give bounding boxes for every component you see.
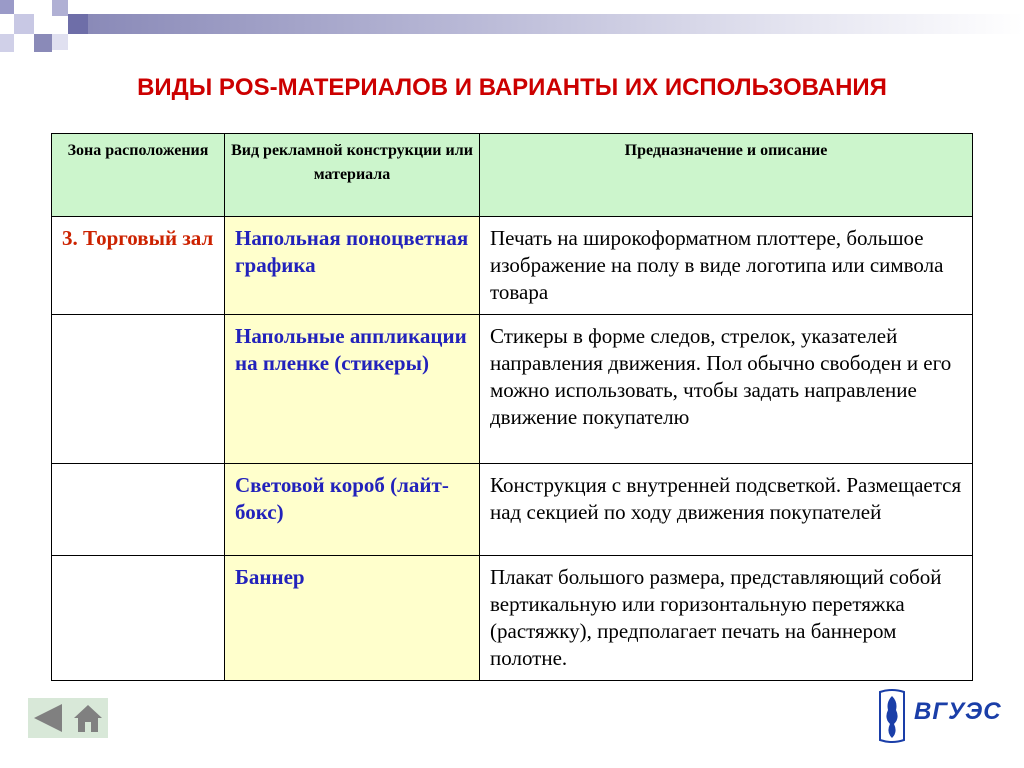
header-description: Предназначение и описание	[480, 134, 973, 217]
navigation-panel	[28, 698, 108, 738]
cell-zone	[52, 315, 225, 464]
table-row	[52, 464, 973, 556]
home-icon[interactable]	[72, 702, 104, 734]
pos-materials-table	[51, 133, 973, 681]
decor-square	[52, 34, 68, 50]
back-arrow-icon[interactable]	[34, 704, 62, 732]
cell-kind: Световой короб (лайт-бокс)	[225, 464, 480, 556]
decor-square	[0, 0, 14, 14]
header-zone: Зона расположения	[52, 134, 225, 217]
decor-square	[0, 34, 14, 52]
table-row	[52, 556, 973, 681]
decor-square	[14, 14, 34, 34]
decor-square	[68, 14, 88, 34]
cell-kind: Напольная поноцветная графика	[225, 217, 480, 315]
decor-square	[34, 0, 52, 14]
cell-zone	[52, 556, 225, 681]
cell-zone	[52, 464, 225, 556]
cell-kind: Напольные аппликации на пленке (стикеры)	[225, 315, 480, 464]
cell-description: Стикеры в форме следов, стрелок, указателей направления движения. Пол обычно свободен и его можно использовать, чтобы задать направление движение покупателю	[480, 315, 973, 464]
page-title: ВИДЫ POS-МАТЕРИАЛОВ И ВАРИАНТЫ ИХ ИСПОЛЬЗОВАНИЯ	[137, 74, 887, 101]
decor-square	[34, 34, 52, 52]
university-logo	[874, 688, 1004, 744]
logo-emblem-icon	[874, 688, 910, 744]
cell-zone: 3. Торговый зал	[52, 217, 225, 315]
cell-kind: Баннер	[225, 556, 480, 681]
cell-description: Конструкция с внутренней подсветкой. Размещается над секцией по ходу движения покупателей	[480, 464, 973, 556]
decor-square	[52, 0, 68, 16]
decor-top-bar	[88, 14, 1024, 34]
header-kind: Вид рекламной конструкции или материала	[225, 134, 480, 217]
table-header-row	[52, 134, 973, 217]
table-row	[52, 315, 973, 464]
cell-description: Плакат большого размера, представляющий собой вертикальную или горизонтальную перетяжка (растяжку), предполагает печать на баннером полотне.	[480, 556, 973, 681]
cell-description: Печать на широкоформатном плоттере, большое изображение на полу в виде логотипа или символа товара	[480, 217, 973, 315]
table-row	[52, 217, 973, 315]
logo-text: ВГУЭС	[914, 698, 1002, 725]
